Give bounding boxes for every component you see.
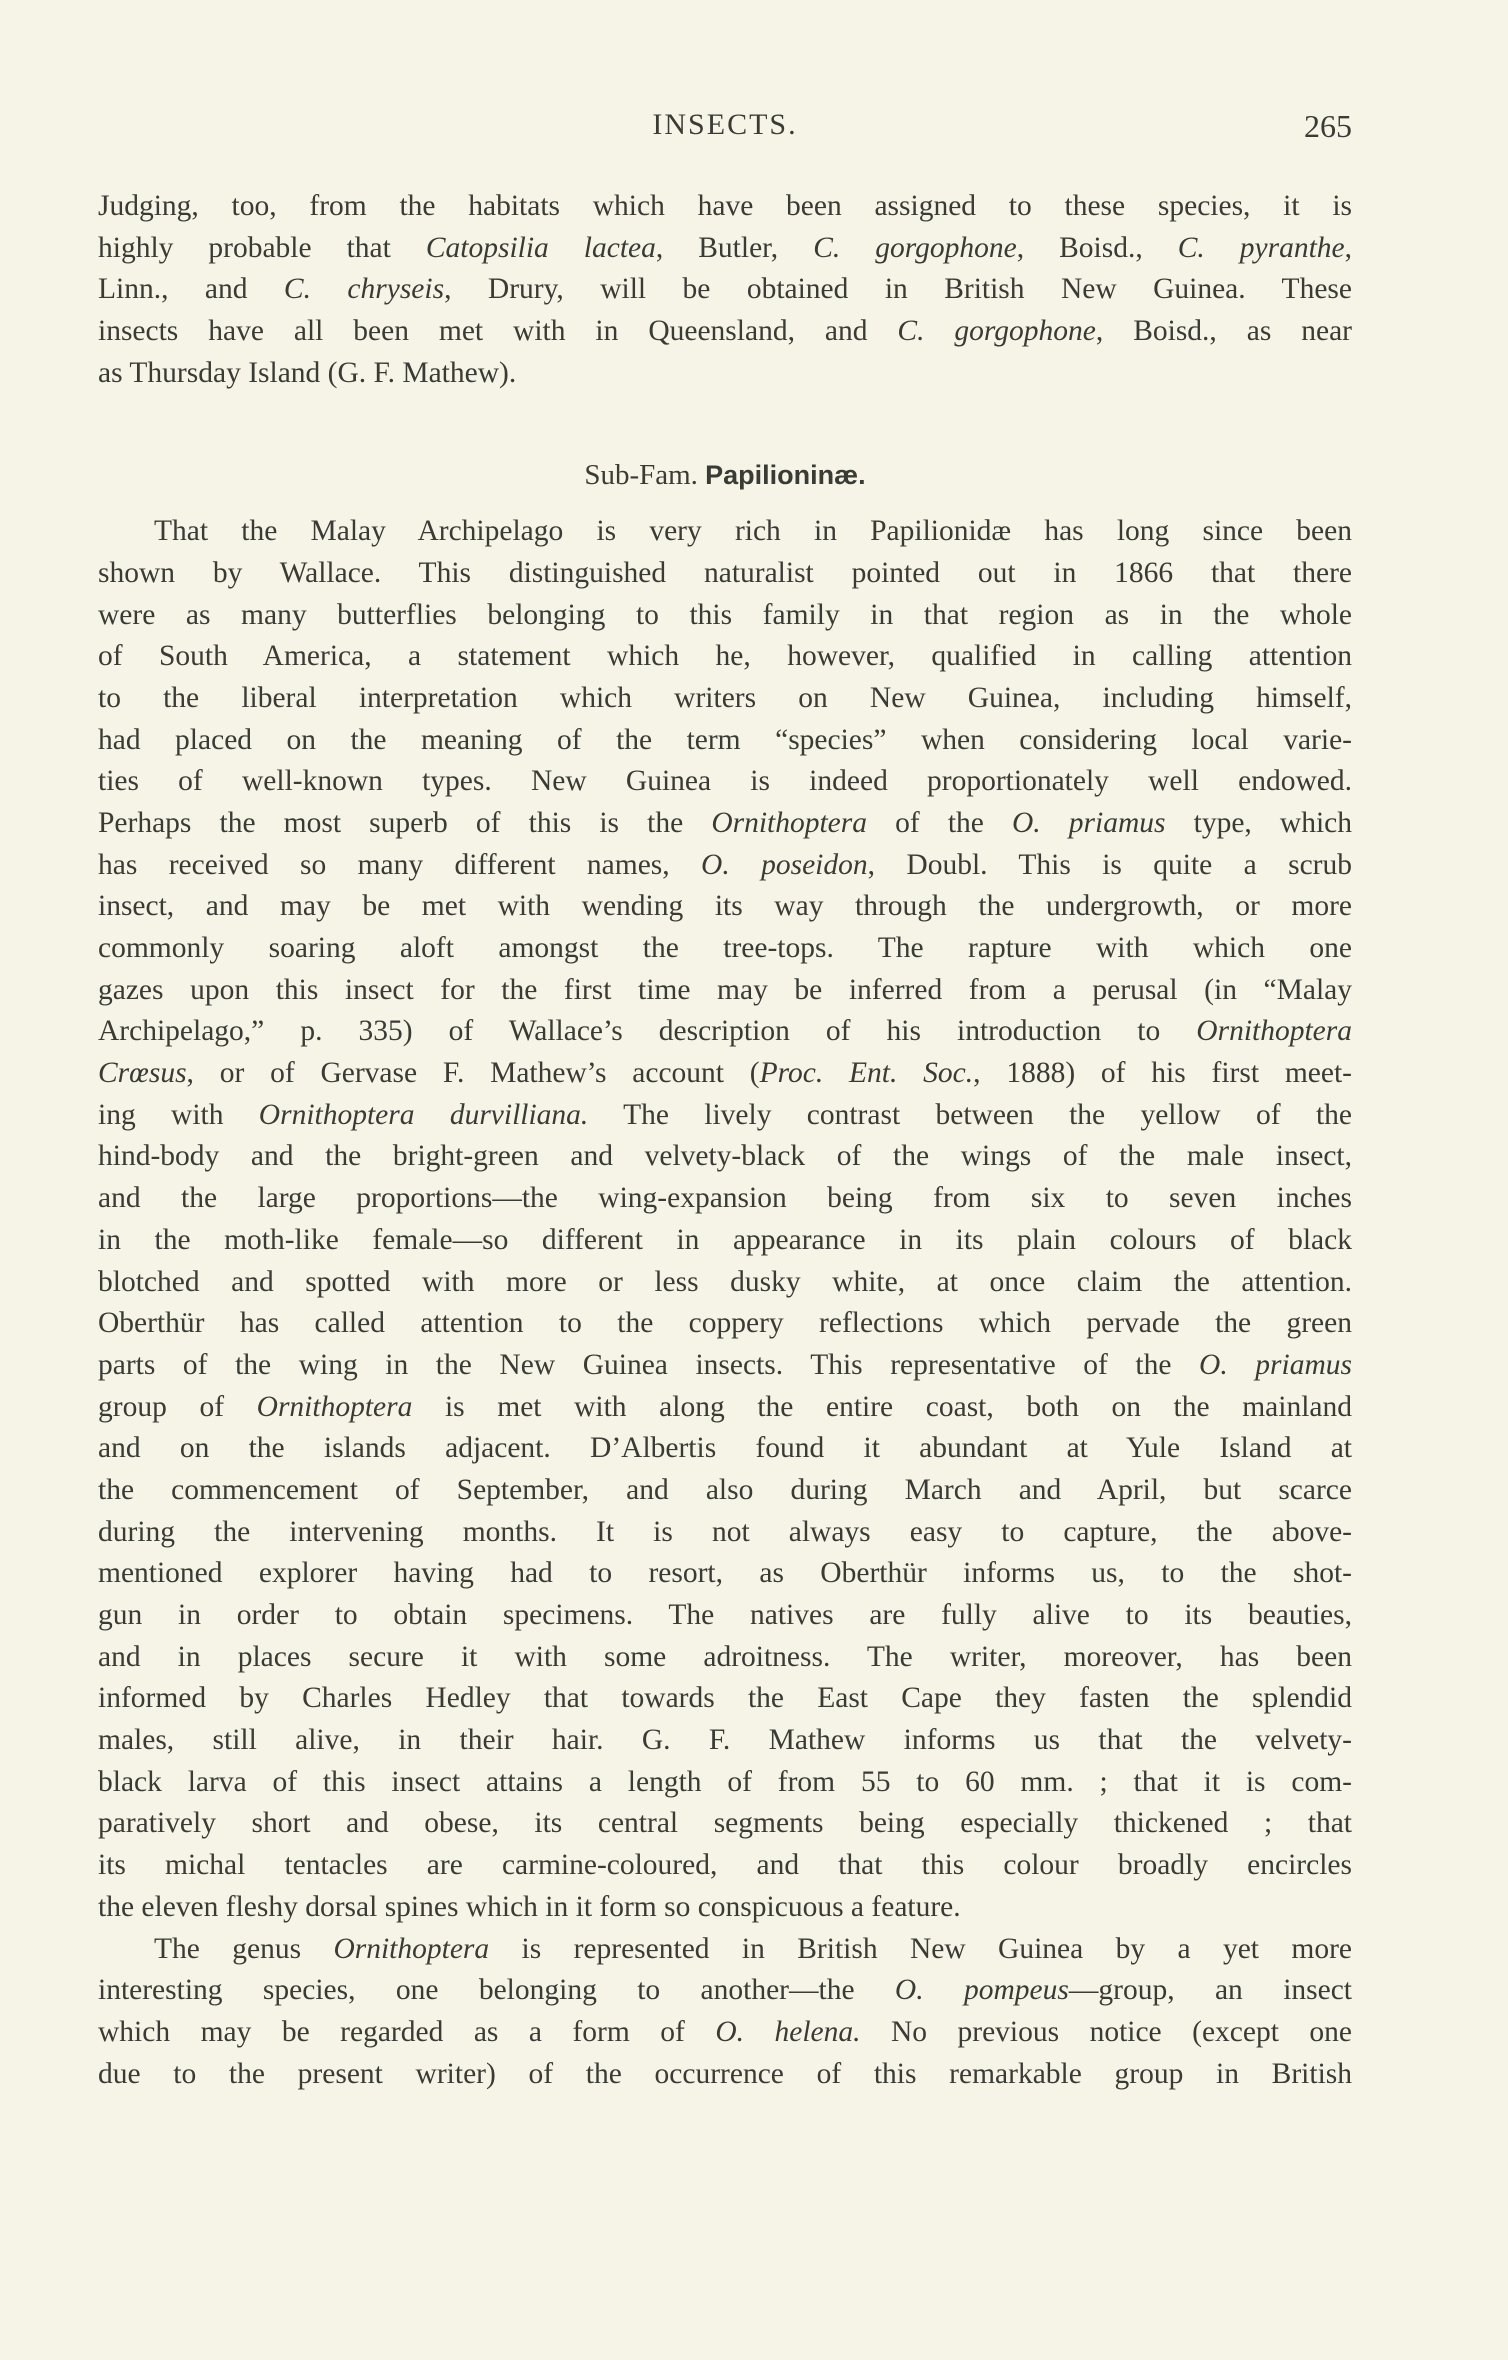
text-line	[98, 1595, 1352, 1637]
text-span: males, still alive, in their hair. G. F. Mathew informs us that the velvety-	[98, 1724, 1352, 1757]
text-line	[98, 1178, 1352, 1220]
text-line	[98, 636, 1352, 678]
text-line	[98, 1428, 1352, 1470]
text-line	[98, 353, 1352, 395]
italic-text: Ornithoptera	[711, 806, 868, 839]
text-line	[98, 678, 1352, 720]
text-line	[98, 1512, 1352, 1554]
text-line	[98, 1303, 1352, 1345]
text-line	[98, 1095, 1352, 1137]
italic-text: C. gorgophone	[897, 315, 1096, 348]
italic-text: Proc. Ent. Soc.	[759, 1057, 974, 1090]
text-span: is met with along the entire coast, both on the mainland	[412, 1390, 1352, 1423]
text-line	[98, 1970, 1352, 2012]
text-line	[98, 845, 1352, 887]
text-line	[98, 803, 1352, 845]
text-span: informed by Charles Hedley that towards the East Cape they fasten the splendid	[98, 1682, 1352, 1715]
text-line	[98, 720, 1352, 762]
text-line	[98, 228, 1352, 270]
text-span: had placed on the meaning of the term “species” when considering local varie-	[98, 723, 1352, 756]
text-span: the eleven fleshy dorsal spines which in it form so conspicuous a feature.	[98, 1890, 961, 1923]
text-span: Oberthür has called attention to the coppery reflections which pervade the green	[98, 1307, 1352, 1340]
text-span: of South America, a statement which he, however, qualified in calling attention	[98, 640, 1352, 673]
text-span: and the large proportions—the wing-expansion being from six to seven inches	[98, 1182, 1352, 1215]
text-span: , Doubl. This is quite a scrub	[867, 848, 1352, 881]
text-line	[98, 511, 1352, 553]
text-line	[98, 1762, 1352, 1804]
text-line	[98, 1387, 1352, 1429]
text-line	[98, 761, 1352, 803]
italic-text: Catopsilia lactea	[425, 231, 656, 264]
text-span: hind-body and the bright-green and velvety-black of the wings of the male insect,	[98, 1140, 1352, 1173]
text-line	[98, 1803, 1352, 1845]
text-span: to the liberal interpretation which writers on New Guinea, including himself,	[98, 681, 1352, 714]
subheading-prefix: Sub-Fam.	[584, 459, 706, 492]
text-line	[98, 1720, 1352, 1762]
text-span: —group, an insect	[1068, 1974, 1352, 2007]
text-line	[98, 1637, 1352, 1679]
text-line	[98, 2012, 1352, 2054]
text-span: Judging, too, from the habitats which have been assigned to these species, it is	[98, 190, 1352, 222]
text-span: of the	[867, 806, 1012, 839]
text-line	[98, 1262, 1352, 1304]
text-span: shown by Wallace. This distinguished naturalist pointed out in 1866 that there	[98, 556, 1352, 589]
text-span: were as many butterflies belonging to this family in that region as in the whole	[98, 598, 1352, 631]
text-line	[98, 970, 1352, 1012]
italic-text: O. priamus	[1199, 1348, 1352, 1381]
italic-text: O. poseidon	[701, 848, 868, 881]
text-line	[98, 1845, 1352, 1887]
text-span: type, which	[1165, 806, 1352, 839]
text-span: , Drury, will be obtained in British New Guinea. These	[444, 273, 1352, 306]
text-span: ,	[1344, 231, 1352, 264]
text-line	[98, 1011, 1352, 1053]
italic-text: Crœsus	[98, 1057, 187, 1090]
text-span: , Boisd., as near	[1095, 315, 1353, 348]
page-header	[98, 108, 1352, 152]
text-span: and in places secure it with some adroitness. The writer, moreover, has been	[98, 1640, 1352, 1673]
text-span: as Thursday Island (G. F. Mathew).	[98, 356, 517, 389]
text-line	[98, 928, 1352, 970]
text-span: and on the islands adjacent. D’Albertis found it abundant at Yule Island at	[98, 1432, 1352, 1465]
italic-text: C. pyranthe	[1177, 231, 1345, 264]
text-line	[98, 1470, 1352, 1512]
text-span: Linn., and	[98, 273, 284, 306]
italic-text: C. gorgophone	[813, 231, 1017, 264]
text-span: parts of the wing in the New Guinea insects. This representative of the	[98, 1348, 1200, 1381]
text-span: The lively contrast between the yellow of the	[588, 1098, 1352, 1131]
text-span: highly probable that	[98, 231, 426, 264]
text-span: , or of Gervase F. Mathew’s account (	[186, 1057, 760, 1090]
text-span: That the Malay Archipelago is very rich in Papilionidæ has long since been	[154, 515, 1352, 548]
text-line	[98, 1887, 1352, 1929]
text-span: which may be regarded as a form of	[98, 2015, 716, 2048]
text-line	[98, 886, 1352, 928]
text-span: , Butler,	[655, 231, 814, 264]
paragraph	[98, 511, 1352, 1928]
text-span: insect, and may be met with wending its way through the undergrowth, or more	[98, 890, 1352, 923]
text-span: group of	[98, 1390, 257, 1423]
paragraph	[98, 1929, 1352, 2096]
text-span: due to the present writer) of the occurrence of this remarkable group in British	[98, 2057, 1352, 2090]
text-span: The genus	[154, 1932, 334, 1965]
text-span: its michal tentacles are carmine-coloured, and that this colour broadly encircles	[98, 1849, 1352, 1882]
text-span: interesting species, one belonging to another—the	[98, 1974, 895, 2007]
running-title: INSECTS.	[652, 108, 798, 141]
page-number: 265	[1304, 108, 1352, 144]
text-span: black larva of this insect attains a length of from 55 to 60 mm. ; that it is com-	[98, 1765, 1352, 1798]
text-line	[98, 1678, 1352, 1720]
text-line	[98, 1053, 1352, 1095]
italic-text: O. priamus	[1011, 806, 1166, 839]
text-line	[98, 1136, 1352, 1178]
text-span: ing with	[98, 1098, 259, 1131]
text-span: commonly soaring aloft amongst the tree-tops. The rapture with which one	[98, 932, 1352, 964]
text-line	[98, 595, 1352, 637]
text-span: ties of well-known types. New Guinea is indeed proportionately well endowed.	[98, 765, 1352, 798]
text-span: , Boisd.,	[1016, 231, 1178, 264]
italic-text: O. helena.	[715, 2015, 861, 2048]
text-span: Archipelago,” p. 335) of Wallace’s description of his introduction to	[98, 1015, 1197, 1048]
paragraph	[98, 186, 1352, 394]
text-span: in the moth-like female—so different in appearance in its plain colours of black	[98, 1223, 1352, 1256]
italic-text: Ornithoptera	[333, 1932, 490, 1965]
text-span: has received so many different names,	[98, 848, 702, 881]
text-line	[98, 186, 1352, 228]
text-span: is represented in British New Guinea by a yet more	[489, 1932, 1352, 1965]
body-text	[98, 186, 1352, 2095]
text-span: blotched and spotted with more or less dusky white, at once claim the attention.	[98, 1265, 1352, 1298]
text-span: during the intervening months. It is not always easy to capture, the above-	[98, 1515, 1352, 1548]
text-span: No previous notice (except one	[860, 2015, 1352, 2048]
text-line	[98, 311, 1352, 353]
text-line	[98, 553, 1352, 595]
italic-text: Ornithoptera durvilliana.	[258, 1098, 589, 1131]
subheading	[98, 455, 1352, 497]
text-span: insects have all been met with in Queensland, and	[98, 315, 898, 348]
text-line	[98, 1929, 1352, 1971]
italic-text: O. pompeus	[894, 1974, 1069, 2007]
text-line	[98, 2054, 1352, 2096]
italic-text: Ornithoptera	[256, 1390, 413, 1423]
subheading-name: Papilioninæ.	[705, 460, 866, 491]
text-span: the commencement of September, and also during March and April, but scarce	[98, 1473, 1352, 1506]
text-line	[98, 1553, 1352, 1595]
text-line	[98, 1345, 1352, 1387]
italic-text: C. chryseis	[283, 273, 445, 306]
text-span: gun in order to obtain specimens. The natives are fully alive to its beauties,	[98, 1599, 1352, 1631]
text-span: Perhaps the most superb of this is the	[98, 806, 712, 839]
text-line	[98, 269, 1352, 311]
text-span: , 1888) of his first meet-	[973, 1057, 1352, 1090]
text-span: paratively short and obese, its central segments being especially thickened ; that	[98, 1807, 1352, 1840]
text-line	[98, 1220, 1352, 1262]
text-span: gazes upon this insect for the first time may be inferred from a perusal (in “Malay	[98, 973, 1352, 1006]
text-span: mentioned explorer having had to resort, as Oberthür informs us, to the shot-	[98, 1557, 1352, 1590]
italic-text: Ornithoptera	[1196, 1015, 1352, 1048]
